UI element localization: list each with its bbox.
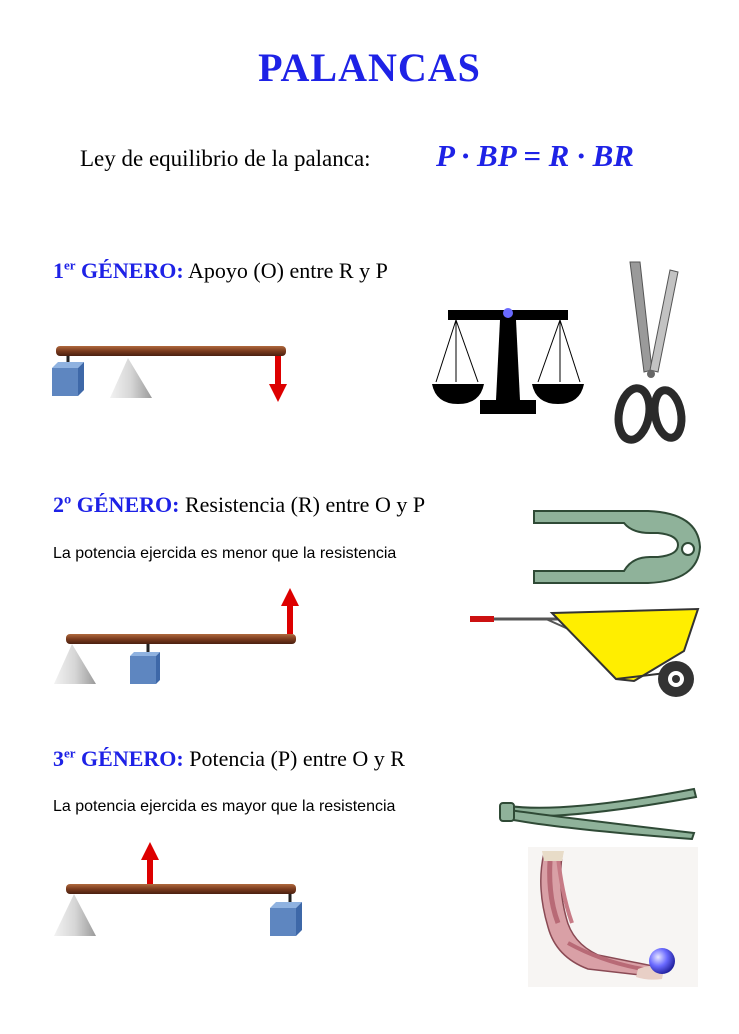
lever-bar xyxy=(56,346,286,356)
genre-2-ordinal xyxy=(53,492,179,517)
genre-3-ordinal xyxy=(53,746,184,771)
genre-1-ordinal-number: 1 xyxy=(53,258,64,283)
load-block xyxy=(270,902,302,936)
law-formula: P · BP = R · BR xyxy=(436,138,634,173)
law-label: Ley de equilibrio de la palanca: xyxy=(80,146,371,171)
force-arrow-up xyxy=(281,588,299,634)
lever-diagram-3 xyxy=(50,840,310,942)
wheelbarrow-image xyxy=(466,603,704,703)
force-arrow-down xyxy=(269,356,287,402)
nutcracker-image xyxy=(528,505,706,587)
genre-1-heading xyxy=(53,258,388,284)
force-arrow-up xyxy=(141,842,159,888)
lever-diagram-1 xyxy=(48,340,298,410)
page-title: PALANCAS xyxy=(258,45,481,90)
genre-2-ordinal-number: 2º xyxy=(53,492,72,517)
lever-bar xyxy=(66,634,296,644)
genre-1-name: GÉNERO: xyxy=(75,258,184,283)
arm-muscle-image xyxy=(528,847,698,987)
genre-3-heading xyxy=(53,746,405,772)
genre-2-heading xyxy=(53,492,425,518)
fulcrum xyxy=(110,358,152,398)
genre-3-name: GÉNERO: xyxy=(75,746,184,771)
genre-3-note: La potencia ejercida es mayor que la resistencia xyxy=(53,798,396,815)
genre-1-description: Apoyo (O) entre R y P xyxy=(183,258,388,283)
genre-3-ordinal-superscript: er xyxy=(64,745,76,761)
fulcrum xyxy=(54,644,96,684)
lever-diagram-2 xyxy=(50,588,300,690)
tweezers-image xyxy=(498,785,702,843)
load-block xyxy=(130,652,160,684)
load-block xyxy=(52,362,84,396)
genre-3-description: Potencia (P) entre O y R xyxy=(183,746,405,771)
lever-bar xyxy=(66,884,296,894)
genre-2-description: Resistencia (R) entre O y P xyxy=(179,492,426,517)
genre-2-note: La potencia ejercida es menor que la resistencia xyxy=(53,545,397,562)
genre-1-ordinal-superscript: er xyxy=(64,257,76,273)
genre-2-name: GÉNERO: xyxy=(71,492,180,517)
fulcrum xyxy=(54,894,96,936)
genre-1-ordinal xyxy=(53,258,184,283)
balance-scale-image xyxy=(428,300,588,418)
genre-3-ordinal-number: 3 xyxy=(53,746,64,771)
scissors-image xyxy=(610,258,690,448)
